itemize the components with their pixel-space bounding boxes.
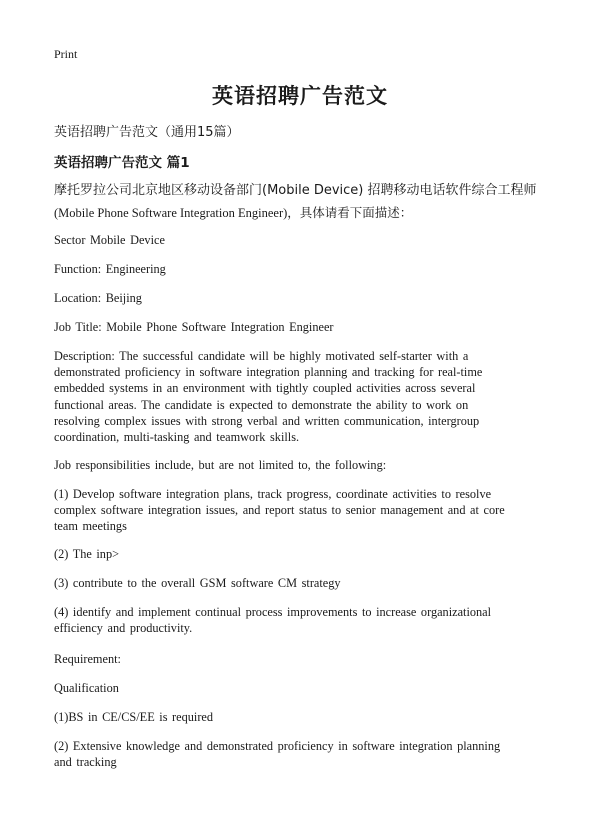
description-line: demonstrated proficiency in software integration planning and tracking for real-time [54, 365, 483, 380]
document-subtitle: 英语招聘广告范文（通用15篇） [54, 125, 240, 140]
sector-line: Sector Mobile Device [54, 233, 165, 247]
responsibility-item-1 [54, 486, 544, 535]
description-line: embedded systems in an environment with tightly coupled activities across several [54, 381, 476, 396]
description-line: coordination, multi-tasking and teamwork skills. [54, 430, 300, 445]
print-label: Print [54, 47, 78, 61]
requirement-line: (2) Extensive knowledge and demonstrated proficiency in software integration planning [54, 739, 501, 753]
intro-line-1: 摩托罗拉公司北京地区移动设备部门(Mobile Device) 招聘移动电话软件综合工程师 [54, 183, 537, 198]
document-title: 英语招聘广告范文 [212, 84, 388, 108]
responsibility-item-4 [54, 604, 544, 636]
responsibility-line: efficiency and productivity. [54, 621, 193, 636]
requirement-item-2 [54, 738, 544, 770]
responsibility-item-3: (3) contribute to the overall GSM software CM strategy [54, 576, 341, 590]
location-line: Location: Beijing [54, 291, 142, 305]
intro-line-2: (Mobile Phone Software Integration Engineer)，具体请看下面描述： [54, 206, 413, 220]
description-line: Description: The successful candidate will be highly motivated self-starter with a [54, 349, 469, 363]
requirement-item-1: (1)BS in CE/CS/EE is required [54, 710, 214, 724]
responsibility-line: complex software integration issues, and report status to senior management and at core [54, 503, 505, 518]
responsibility-item-2: (2) The inp> [54, 547, 120, 561]
job-title-line: Job Title: Mobile Phone Software Integration Engineer [54, 320, 334, 334]
requirement-heading: Requirement: [54, 652, 121, 666]
description-line: resolving complex issues with strong verbal and written communication, intergroup [54, 413, 480, 428]
qualification-heading: Qualification [54, 681, 119, 695]
function-line: Function: Engineering [54, 262, 166, 276]
responsibility-line: team meetings [54, 519, 127, 534]
responsibilities-intro: Job responsibilities include, but are not limited to, the following: [54, 458, 387, 472]
responsibility-line: (1) Develop software integration plans, track progress, coordinate activities to resolve [54, 487, 492, 501]
intro-paragraph [54, 180, 554, 224]
description-line: functional areas. The candidate is expected to demonstrate the ability to work on [54, 397, 469, 412]
section-heading: 英语招聘广告范文 篇1 [54, 155, 190, 171]
responsibility-line: (4) identify and implement continual process improvements to increase organizational [54, 605, 492, 619]
requirement-line: and tracking [54, 755, 117, 770]
description-paragraph [54, 348, 544, 445]
